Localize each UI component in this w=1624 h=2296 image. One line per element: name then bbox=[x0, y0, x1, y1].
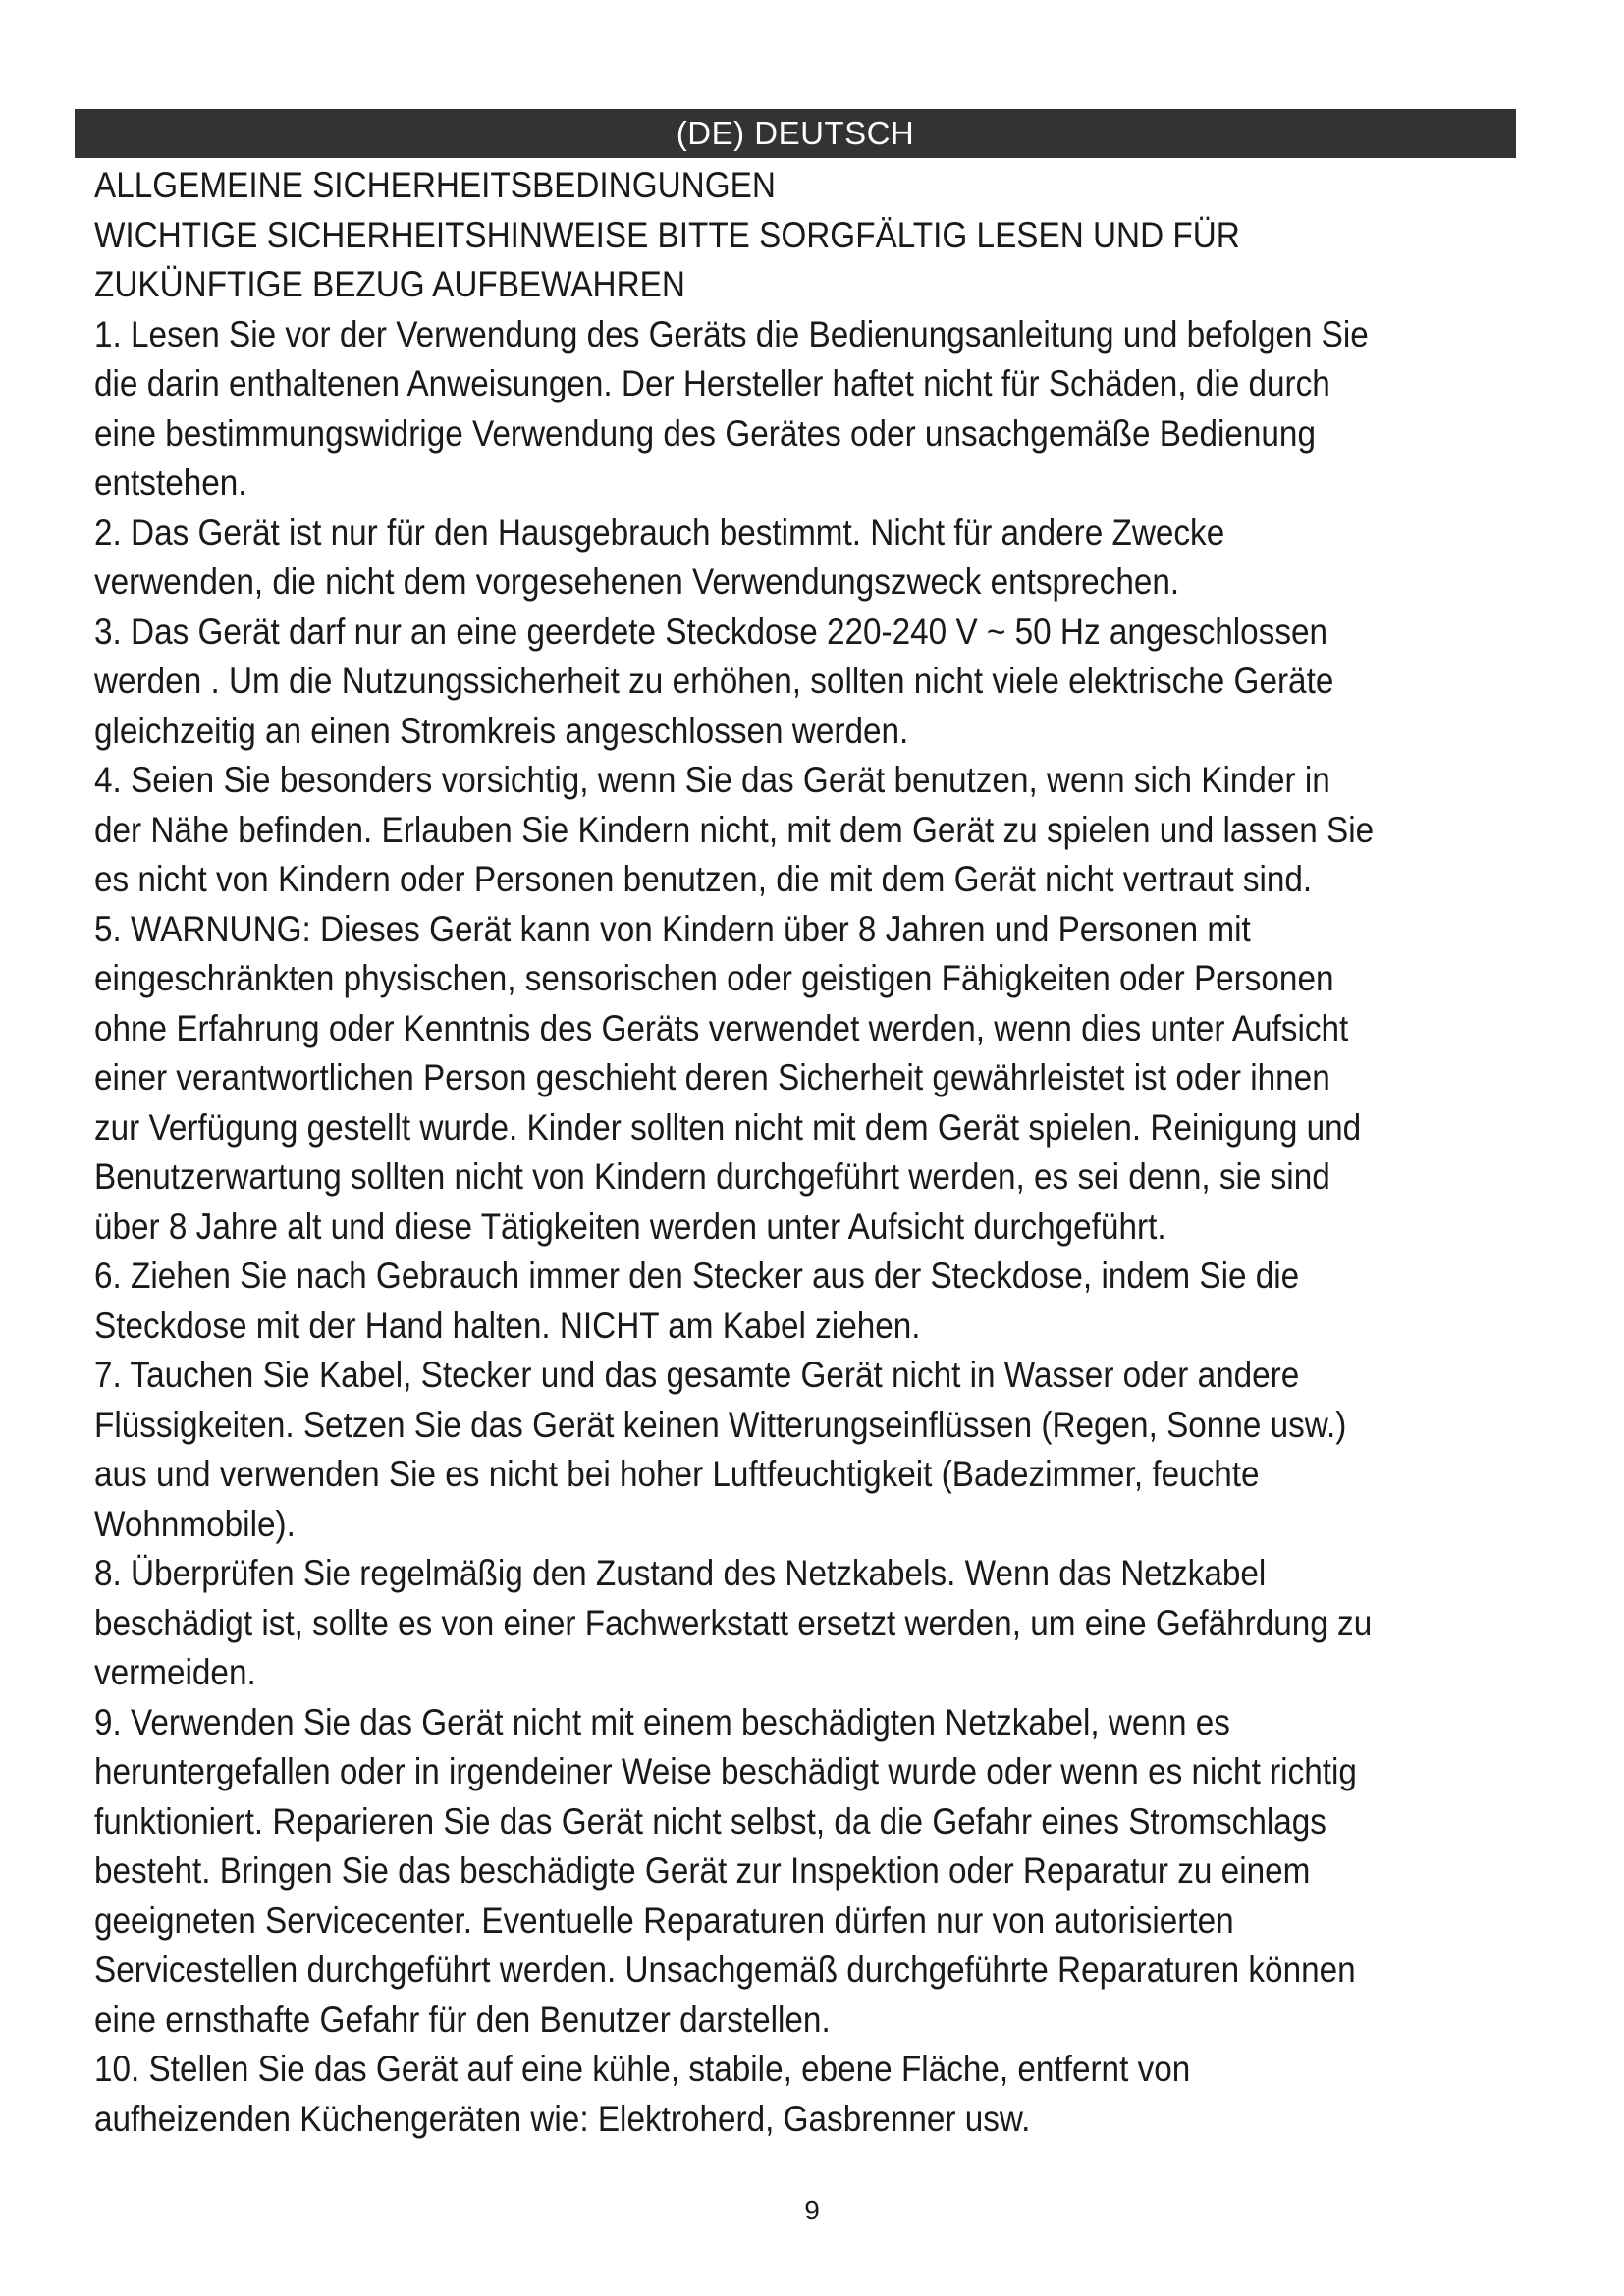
instruction-item-9: 9. Verwenden Sie das Gerät nicht mit einem beschädigten Netzkabel, wenn es heruntergefallen oder in irgendeiner Weise beschädigt wurde oder wenn es nicht richtig funktioniert. Reparieren Sie das Gerät nicht selbst, da die Gefahr eines Stromschlags besteht. Bringen Sie das beschädigte Gerät zur Inspektion oder Reparatur zu einem geeigneten Servicecenter. Eventuelle Reparaturen dürfen nur von autorisierten Servicestellen durchgeführt werden. Unsachgemäß durchgeführte Reparaturen können eine ernsthafte Gefahr für den Benutzer darstellen. bbox=[94, 1701, 1357, 2040]
section-title: ALLGEMEINE SICHERHEITSBEDINGUNGEN bbox=[94, 165, 776, 205]
section-subtitle: WICHTIGE SICHERHEITSHINWEISE BITTE SORGFÄLTIG LESEN UND FÜR ZUKÜNFTIGE BEZUG AUFBEWAHREN bbox=[94, 214, 1240, 304]
instruction-item-8: 8. Überprüfen Sie regelmäßig den Zustand des Netzkabels. Wenn das Netzkabel beschädigt ist, sollte es von einer Fachwerkstatt ersetzt werden, um eine Gefährdung zu vermeiden. bbox=[94, 1553, 1373, 1692]
instruction-item-5: 5. WARNUNG: Dieses Gerät kann von Kindern über 8 Jahren und Personen mit eingeschränkten physischen, sensorischen oder geistigen Fähigkeiten oder Personen ohne Erfahrung oder Kenntnis des Geräts verwendet werden, wenn dies unter Aufsicht einer verantwortlichen Person geschieht deren Sicherheit gewährleistet ist oder ihnen zur Verfügung gestellt wurde. Kinder sollten nicht mit dem Gerät spielen. Reinigung und Benutzerwartung sollten nicht von Kindern durchgeführt werden, es sei denn, sie sind über 8 Jahre alt und diese Tätigkeiten werden unter Aufsicht durchgeführt. bbox=[94, 908, 1362, 1247]
instruction-item-3: 3. Das Gerät darf nur an eine geerdete Steckdose 220-240 V ~ 50 Hz angeschlossen werden . Um die Nutzungssicherheit zu erhöhen, sollten nicht viele elektrische Geräte gleichzeitig an einen Stromkreis angeschlossen werden. bbox=[94, 611, 1334, 751]
instruction-item-6: 6. Ziehen Sie nach Gebrauch immer den Stecker aus der Steckdose, indem Sie die Steckdose mit der Hand halten. NICHT am Kabel ziehen. bbox=[94, 1255, 1300, 1346]
instruction-item-7: 7. Tauchen Sie Kabel, Stecker und das gesamte Gerät nicht in Wasser oder andere Flüssigkeiten. Setzen Sie das Gerät keinen Witterungseinflüssen (Regen, Sonne usw.) aus und verwenden Sie es nicht bei hoher Luftfeuchtigkeit (Badezimmer, feuchte Wohnmobile). bbox=[94, 1355, 1347, 1544]
safety-instructions bbox=[94, 161, 1384, 2144]
language-header-bar bbox=[75, 109, 1516, 158]
page-number: 9 bbox=[804, 2195, 820, 2225]
language-label: (DE) DEUTSCH bbox=[676, 115, 915, 151]
instruction-item-10: 10. Stellen Sie das Gerät auf eine kühle, stabile, ebene Fläche, entfernt von aufheizenden Küchengeräten wie: Elektroherd, Gasbrenner usw. bbox=[94, 2049, 1191, 2139]
instruction-item-1: 1. Lesen Sie vor der Verwendung des Geräts die Bedienungsanleitung und befolgen Sie die darin enthaltenen Anweisungen. Der Hersteller haftet nicht für Schäden, die durch eine bestimmungswidrige Verwendung des Gerätes oder unsachgemäße Bedienung entstehen. bbox=[94, 313, 1369, 503]
instruction-item-2: 2. Das Gerät ist nur für den Hausgebrauch bestimmt. Nicht für andere Zwecke verwenden, die nicht dem vorgesehenen Verwendungszweck entsprechen. bbox=[94, 511, 1225, 602]
instruction-item-4: 4. Seien Sie besonders vorsichtig, wenn Sie das Gerät benutzen, wenn sich Kinder in der Nähe befinden. Erlauben Sie Kindern nicht, mit dem Gerät zu spielen und lassen Sie es nicht von Kindern oder Personen benutzen, die mit dem Gerät nicht vertraut sind. bbox=[94, 760, 1375, 899]
